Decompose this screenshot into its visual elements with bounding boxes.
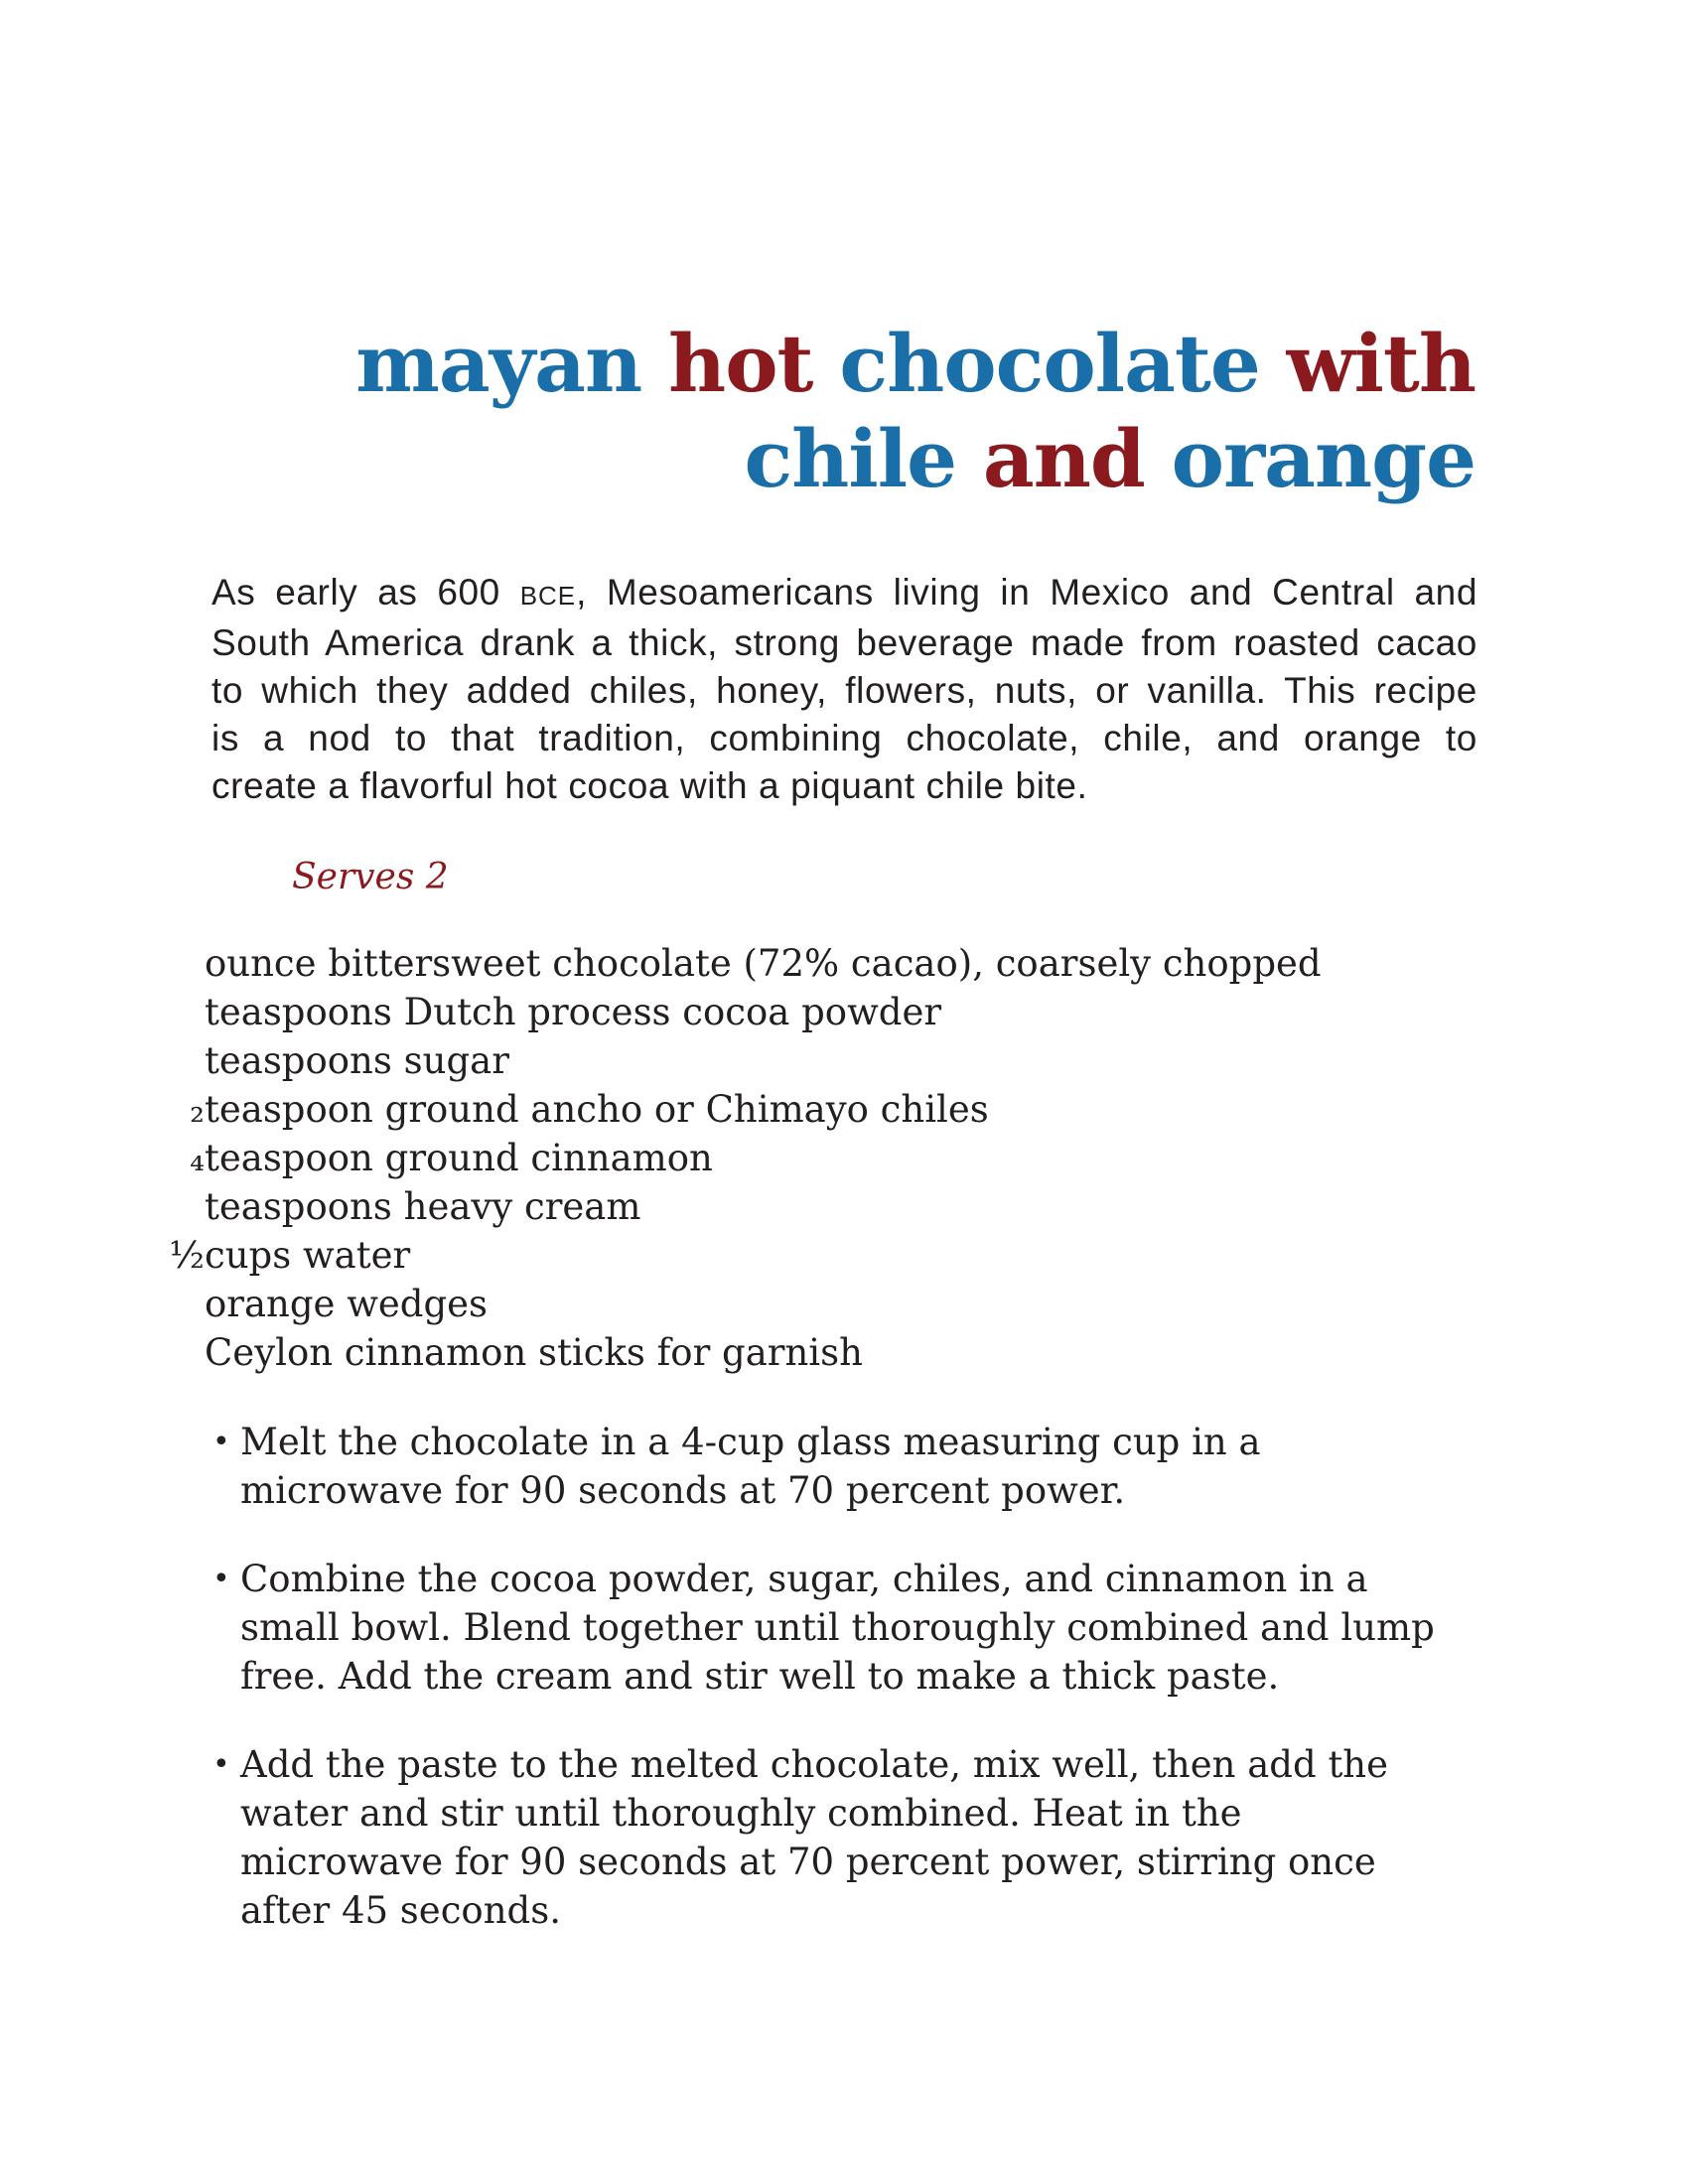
intro-line: to which they added chiles, honey, flowers, nuts, or vanilla. This recipe [211, 670, 1477, 711]
intro-line [211, 569, 1477, 619]
ingredient-quantity: ₂ [190, 1088, 205, 1131]
step-text-line: Combine the cocoa powder, sugar, chiles, and cinnamon in a [240, 1558, 1368, 1600]
ingredient-list [167, 939, 1438, 1377]
intro-line: South America drank a thick, strong beverage made from roasted cacao [211, 622, 1477, 663]
ingredient-text: teaspoon ground ancho or Chimayo chiles [205, 1088, 989, 1131]
ingredient-quantity: ½ [169, 1234, 205, 1277]
bullet-icon: • [212, 1425, 230, 1459]
title-word: orange [1171, 412, 1476, 505]
intro-line: is a nod to that tradition, combining chocolate, chile, and orange to [211, 718, 1477, 758]
instruction-list [209, 1418, 1489, 1975]
ingredient-item [167, 1036, 1438, 1085]
title-word: chocolate [839, 317, 1260, 410]
ingredient-text: cups water [205, 1234, 411, 1277]
recipe-title [185, 316, 1476, 506]
bullet-icon: • [212, 1562, 230, 1596]
ingredient-item [167, 1328, 1438, 1377]
step-text-line: Melt the chocolate in a 4-cup glass measuring cup in a [240, 1421, 1261, 1463]
serves-label: Serves 2 [292, 857, 449, 897]
ingredient-text: Ceylon cinnamon sticks for garnish [205, 1331, 863, 1374]
instruction-step [209, 1740, 1489, 1935]
step-text-line: Add the paste to the melted chocolate, mix well, then add the [240, 1743, 1389, 1786]
ingredient-item [167, 1280, 1438, 1328]
title-word: and [982, 412, 1145, 505]
step-text-line: microwave for 90 seconds at 70 percent power. [240, 1469, 1126, 1512]
ingredient-item [167, 939, 1438, 988]
ingredient-item [167, 1231, 1438, 1280]
title-word: hot [668, 317, 813, 410]
step-text-line: after 45 seconds. [240, 1889, 561, 1932]
title-word: with [1286, 317, 1476, 410]
ingredient-item [167, 988, 1438, 1036]
ingredient-item [167, 1134, 1438, 1182]
ingredient-text: teaspoons heavy cream [205, 1185, 641, 1228]
ingredient-text: ounce bittersweet chocolate (72% cacao), coarsely chopped [205, 942, 1322, 985]
ingredient-text: orange wedges [205, 1283, 489, 1325]
title-word: mayan [355, 317, 642, 410]
step-text-line: free. Add the cream and stir well to make a thick paste. [240, 1655, 1280, 1698]
title-line-2 [185, 411, 1476, 506]
ingredient-text: teaspoons sugar [205, 1039, 509, 1082]
instruction-step [209, 1418, 1489, 1515]
ingredient-item [167, 1085, 1438, 1134]
intro-text: , Mesoamericans living in Mexico and Central and [576, 572, 1477, 613]
intro-line: create a flavorful hot cocoa with a piquant chile bite. [211, 765, 1088, 806]
step-text-line: microwave for 90 seconds at 70 percent power, stirring once [240, 1841, 1376, 1883]
ingredient-quantity: ₄ [190, 1137, 205, 1179]
title-word: chile [744, 412, 956, 505]
ingredient-item [167, 1182, 1438, 1231]
intro-paragraph [211, 569, 1477, 810]
ingredient-text: teaspoon ground cinnamon [205, 1137, 713, 1179]
intro-text: As early as 600 [211, 572, 520, 613]
ingredient-text: teaspoons Dutch process cocoa powder [205, 991, 942, 1033]
step-text-line: water and stir until thoroughly combined. Heat in the [240, 1792, 1242, 1835]
step-text-line: small bowl. Blend together until thoroughly combined and lump [240, 1606, 1435, 1649]
instruction-step [209, 1555, 1489, 1701]
era-abbreviation: BCE [519, 581, 577, 611]
title-line-1 [185, 316, 1476, 411]
bullet-icon: • [212, 1747, 230, 1782]
